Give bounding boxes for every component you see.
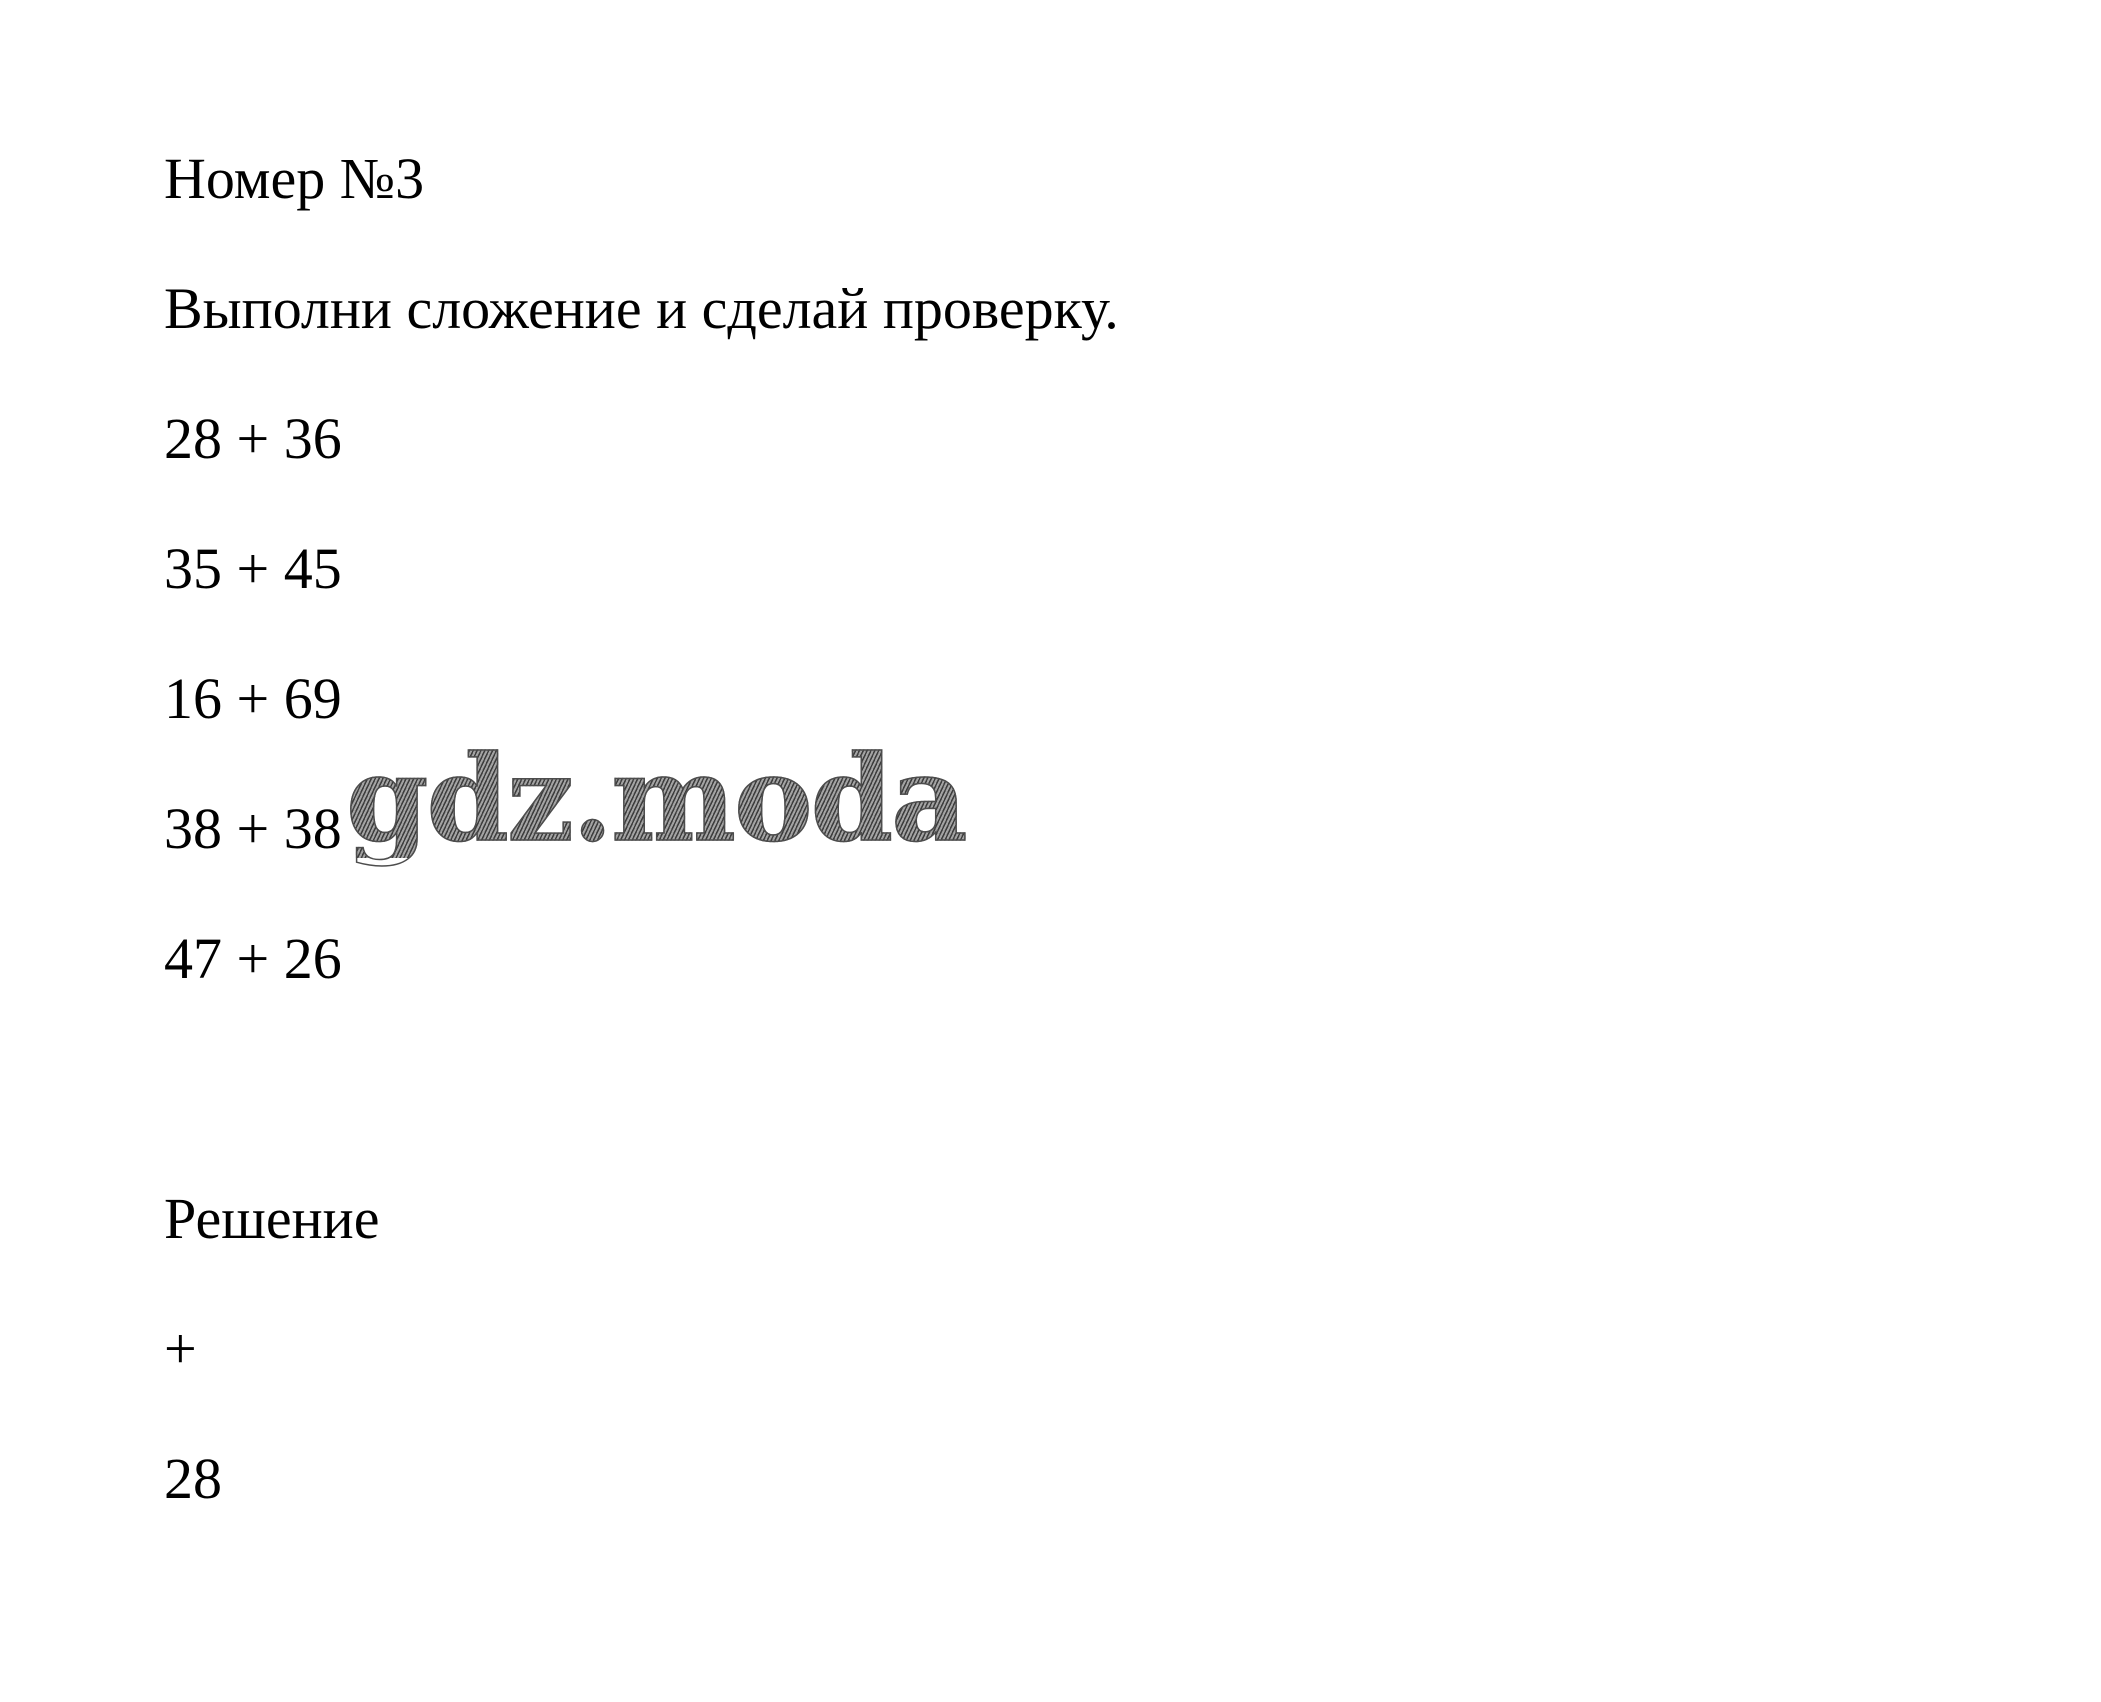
solution-heading: Решение <box>164 1186 380 1251</box>
problem-title: Номер №3 <box>164 146 425 211</box>
expression-5: 47 + 26 <box>164 926 342 991</box>
expression-1: 28 + 36 <box>164 406 342 471</box>
expression-2: 35 + 45 <box>164 536 342 601</box>
watermark-logo: gdz.moda <box>346 729 966 868</box>
solution-addend: 28 <box>164 1446 222 1511</box>
expression-4: 38 + 38 <box>164 796 342 861</box>
task-statement: Выполни сложение и сделай проверку. <box>164 276 1119 341</box>
solution-plus-sign: + <box>164 1316 197 1381</box>
expression-3: 16 + 69 <box>164 666 342 731</box>
